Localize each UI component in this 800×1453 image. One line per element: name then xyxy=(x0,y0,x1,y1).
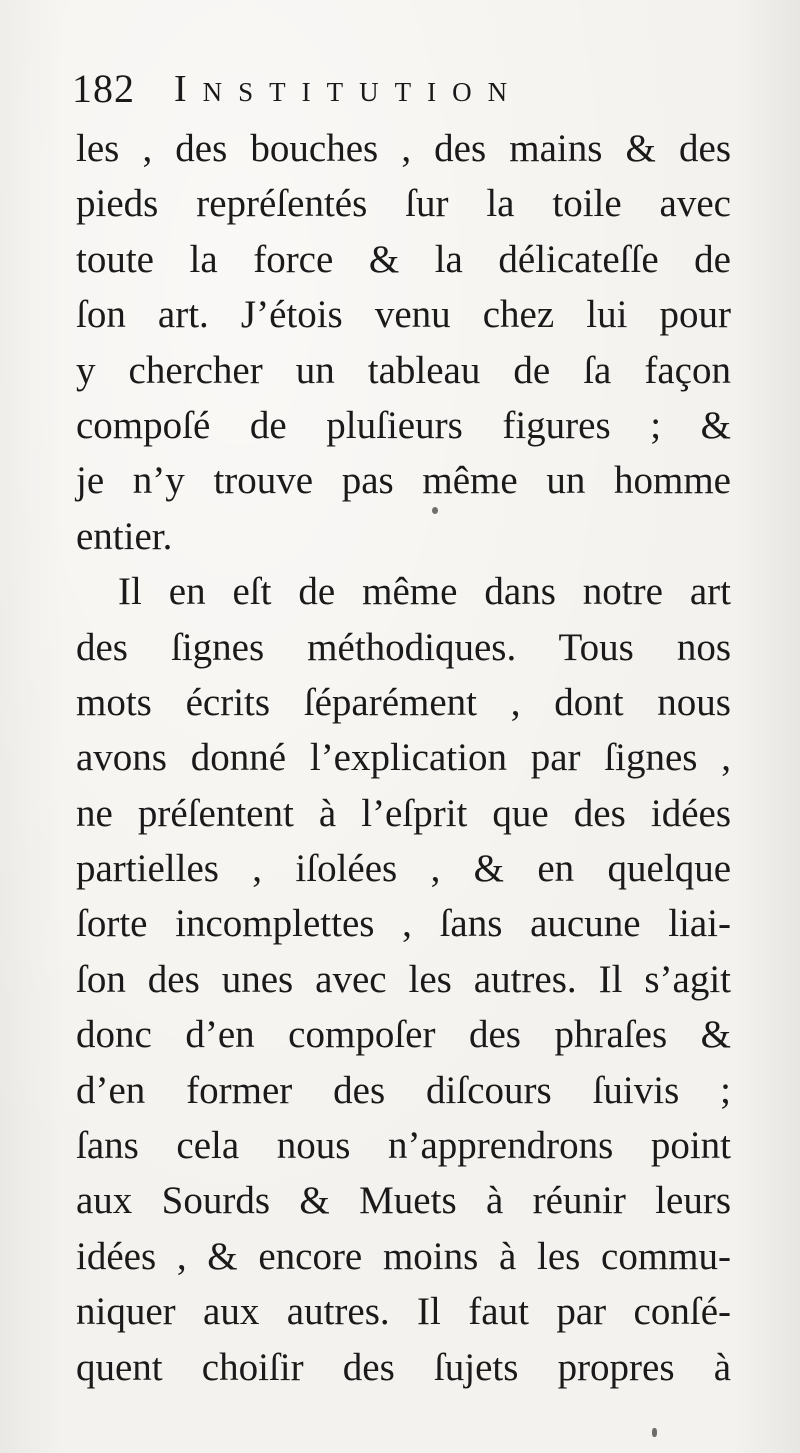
text-line: ſon art. J’étois venu chez lui pour xyxy=(76,293,731,337)
text-line: ſorte incomplettes , ſans aucune liai- xyxy=(76,902,731,946)
text-line: quent choiſir des ſujets propres à xyxy=(76,1345,731,1389)
text-line: les , des bouches , des mains & des xyxy=(76,127,731,170)
text-line: partielles , iſolées , & en quelque xyxy=(76,847,731,891)
text-line: y chercher un tableau de ſa façon xyxy=(76,348,731,392)
text-line: d’en former des diſcours ſuivis ; xyxy=(76,1068,731,1112)
ink-speck xyxy=(652,1428,657,1437)
text-line: ſon des unes avec les autres. Il s’agit xyxy=(76,957,731,1001)
text-line: Il en eſt de même dans notre art xyxy=(118,570,731,614)
text-line: entier. xyxy=(76,514,173,558)
running-head: Institution xyxy=(174,68,524,110)
page-number: 182 xyxy=(72,66,135,111)
ink-speck xyxy=(432,507,438,514)
page-header xyxy=(72,64,732,114)
text-line: ſans cela nous n’apprendrons point xyxy=(76,1124,731,1168)
text-line: je n’y trouve pas même un homme xyxy=(76,459,731,503)
text-line: pieds repréſentés ſur la toile avec xyxy=(76,182,731,226)
text-line: avons donné l’explication par ſignes , xyxy=(76,736,731,780)
text-line: ne préſentent à l’eſprit que des idées xyxy=(76,791,731,835)
text-line: niquer aux autres. Il faut par conſé- xyxy=(76,1290,731,1334)
text-line: aux Sourds & Muets à réunir leurs xyxy=(76,1179,731,1223)
text-line: compoſé de pluſieurs figures ; & xyxy=(76,403,731,447)
text-line: des ſignes méthodiques. Tous nos xyxy=(76,625,731,669)
text-line: donc d’en compoſer des phraſes & xyxy=(76,1013,731,1057)
body-text xyxy=(76,121,731,1395)
text-line: mots écrits ſéparément , dont nous xyxy=(76,680,731,724)
text-line: idées , & encore moins à les commu- xyxy=(76,1234,731,1278)
text-line: toute la force & la délicateſſe de xyxy=(76,237,731,281)
